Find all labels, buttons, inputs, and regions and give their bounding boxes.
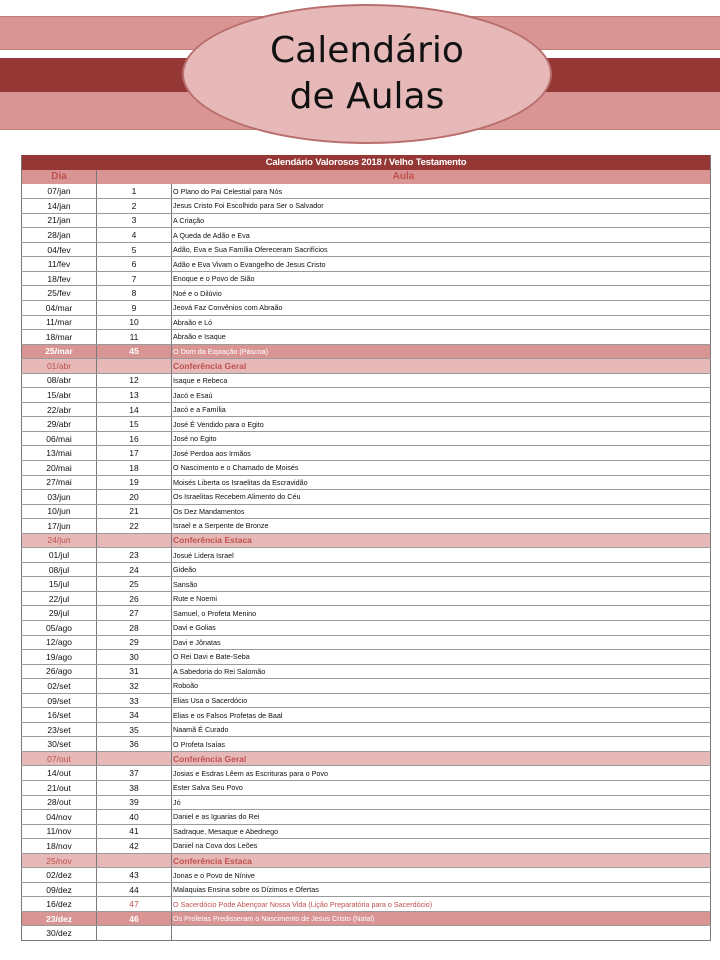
table-row [22, 490, 711, 505]
lesson-date-cell: 05/ago [22, 621, 97, 636]
table-row [22, 795, 711, 810]
table-row [22, 300, 711, 315]
lesson-date-cell: 04/mar [22, 300, 97, 315]
lesson-date-cell: 10/jun [22, 504, 97, 519]
lesson-number-cell: 2 [97, 199, 172, 214]
lesson-date-cell: 09/set [22, 693, 97, 708]
event-row [22, 359, 711, 374]
lesson-title-cell: Adão e Eva Vivam o Evangelho de Jesus Cristo [172, 257, 711, 272]
table-row [22, 504, 711, 519]
lesson-date-cell: 11/mar [22, 315, 97, 330]
lesson-title-cell: Davi e Golias [172, 621, 711, 636]
lesson-number-cell [97, 926, 172, 941]
lesson-number-cell: 23 [97, 548, 172, 563]
lesson-number-cell: 16 [97, 431, 172, 446]
lesson-number-cell: 47 [97, 897, 172, 912]
lesson-date-cell: 02/set [22, 679, 97, 694]
lesson-date-cell: 15/abr [22, 388, 97, 403]
lesson-date-cell: 22/jul [22, 591, 97, 606]
lesson-title-cell: Ester Salva Seu Povo [172, 781, 711, 796]
lesson-date-cell: 29/abr [22, 417, 97, 432]
table-row [22, 810, 711, 825]
lesson-number-cell: 40 [97, 810, 172, 825]
table-row [22, 635, 711, 650]
lesson-title-cell: Jacó e Esaú [172, 388, 711, 403]
table-row [22, 242, 711, 257]
table-row [22, 708, 711, 723]
lesson-date-cell: 28/out [22, 795, 97, 810]
lesson-number-cell: 6 [97, 257, 172, 272]
lesson-number-cell: 29 [97, 635, 172, 650]
lesson-title-cell: Josias e Esdras Lêem as Escrituras para o Povo [172, 766, 711, 781]
lesson-number-cell: 44 [97, 882, 172, 897]
lesson-date-cell: 22/abr [22, 402, 97, 417]
table-row [22, 679, 711, 694]
lesson-title-cell: Roboão [172, 679, 711, 694]
lesson-number-cell: 35 [97, 722, 172, 737]
table-row [22, 926, 711, 941]
table-row [22, 388, 711, 403]
lesson-title-cell [172, 926, 711, 941]
table-row [22, 650, 711, 665]
lesson-title-cell: Noé e o Dilúvio [172, 286, 711, 301]
lesson-date-cell: 18/mar [22, 330, 97, 345]
lesson-number-cell: 42 [97, 839, 172, 854]
lesson-number-cell: 24 [97, 562, 172, 577]
lesson-number-cell: 39 [97, 795, 172, 810]
lesson-number-cell: 31 [97, 664, 172, 679]
lesson-number-cell: 27 [97, 606, 172, 621]
lesson-number-cell [97, 359, 172, 374]
lesson-number-cell: 36 [97, 737, 172, 752]
table-caption: Calendário Valorosos 2018 / Velho Testamento [22, 155, 711, 170]
lesson-date-cell: 08/jul [22, 562, 97, 577]
lesson-title-cell: Os Dez Mandamentos [172, 504, 711, 519]
lesson-date-cell: 27/mai [22, 475, 97, 490]
lesson-title-cell: O Plano do Pai Celestial para Nós [172, 184, 711, 199]
table-row [22, 417, 711, 432]
lesson-title-cell: O Nascimento e o Chamado de Moisés [172, 460, 711, 475]
special-lesson-row [22, 344, 711, 359]
lesson-title-cell: Davi e Jônatas [172, 635, 711, 650]
lesson-title-cell: Abraão e Isaque [172, 330, 711, 345]
lesson-date-cell: 01/abr [22, 359, 97, 374]
lesson-title-cell: Israel e a Serpente de Bronze [172, 519, 711, 534]
lesson-date-cell: 12/ago [22, 635, 97, 650]
lesson-number-cell: 28 [97, 621, 172, 636]
page-title-line-1: Calendário [270, 30, 464, 71]
table-row [22, 868, 711, 883]
lesson-date-cell: 11/fev [22, 257, 97, 272]
lesson-title-cell: Josué Lidera Israel [172, 548, 711, 563]
lesson-date-cell: 26/ago [22, 664, 97, 679]
table-row [22, 897, 711, 912]
table-row [22, 693, 711, 708]
table-row [22, 199, 711, 214]
lesson-date-cell: 09/dez [22, 882, 97, 897]
table-row [22, 330, 711, 345]
column-header-lesson: Aula [97, 170, 711, 185]
lesson-number-cell: 11 [97, 330, 172, 345]
title-badge [182, 4, 552, 144]
table-row [22, 562, 711, 577]
table-row [22, 882, 711, 897]
lesson-number-cell: 46 [97, 911, 172, 926]
lesson-number-cell: 45 [97, 344, 172, 359]
lesson-number-cell: 21 [97, 504, 172, 519]
lesson-title-cell: O Profeta Isaías [172, 737, 711, 752]
lesson-title-cell: Jesus Cristo Foi Escolhido para Ser o Salvador [172, 199, 711, 214]
lesson-title-cell: Enoque e o Povo de Sião [172, 271, 711, 286]
lesson-date-cell: 13/mai [22, 446, 97, 461]
lesson-title-cell: A Criação [172, 213, 711, 228]
lesson-title-cell: O Dom da Expiação (Páscoa) [172, 344, 711, 359]
table-body [22, 184, 711, 940]
lesson-date-cell: 08/abr [22, 373, 97, 388]
lesson-number-cell: 30 [97, 650, 172, 665]
lesson-date-cell: 23/dez [22, 911, 97, 926]
table-row [22, 402, 711, 417]
lesson-title-cell: Jonas e o Povo de Nínive [172, 868, 711, 883]
event-row [22, 853, 711, 868]
lesson-title-cell: A Queda de Adão e Eva [172, 228, 711, 243]
lesson-number-cell: 41 [97, 824, 172, 839]
lesson-title-cell: Adão, Eva e Sua Família Ofereceram Sacrifícios [172, 242, 711, 257]
lesson-title-cell: Moisés Liberta os Israelitas da Escravidão [172, 475, 711, 490]
lesson-date-cell: 30/dez [22, 926, 97, 941]
lesson-number-cell: 26 [97, 591, 172, 606]
lesson-title-cell: O Rei Davi e Bate-Seba [172, 650, 711, 665]
table-row [22, 519, 711, 534]
lesson-date-cell: 16/set [22, 708, 97, 723]
lesson-number-cell: 3 [97, 213, 172, 228]
lesson-number-cell: 4 [97, 228, 172, 243]
lesson-date-cell: 21/jan [22, 213, 97, 228]
lesson-number-cell: 10 [97, 315, 172, 330]
lesson-date-cell: 28/jan [22, 228, 97, 243]
lesson-number-cell: 34 [97, 708, 172, 723]
table-row [22, 664, 711, 679]
event-row [22, 533, 711, 548]
table-caption-row [22, 155, 711, 170]
lesson-number-cell: 14 [97, 402, 172, 417]
column-header-day: Dia [22, 170, 97, 185]
lesson-title-cell: José Perdoa aos Irmãos [172, 446, 711, 461]
lesson-number-cell: 1 [97, 184, 172, 199]
lesson-number-cell: 8 [97, 286, 172, 301]
lesson-date-cell: 14/out [22, 766, 97, 781]
lesson-number-cell: 5 [97, 242, 172, 257]
table-row [22, 271, 711, 286]
lesson-number-cell: 18 [97, 460, 172, 475]
table-row [22, 431, 711, 446]
lesson-number-cell [97, 751, 172, 766]
lesson-number-cell: 20 [97, 490, 172, 505]
table-row [22, 737, 711, 752]
lesson-date-cell: 04/nov [22, 810, 97, 825]
table-row [22, 315, 711, 330]
lesson-number-cell: 37 [97, 766, 172, 781]
lesson-date-cell: 19/ago [22, 650, 97, 665]
lesson-title-cell: Conferência Estaca [172, 533, 711, 548]
lesson-title-cell: Jacó e a Família [172, 402, 711, 417]
table-row [22, 257, 711, 272]
lesson-date-cell: 25/nov [22, 853, 97, 868]
table-row [22, 839, 711, 854]
lesson-date-cell: 01/jul [22, 548, 97, 563]
lesson-title-cell: Daniel e as Iguarias do Rei [172, 810, 711, 825]
lesson-number-cell: 38 [97, 781, 172, 796]
lesson-date-cell: 30/set [22, 737, 97, 752]
lesson-title-cell: Naamã É Curado [172, 722, 711, 737]
lesson-date-cell: 18/nov [22, 839, 97, 854]
page-title [270, 28, 464, 120]
lesson-title-cell: Rute e Noemi [172, 591, 711, 606]
lesson-date-cell: 24/jun [22, 533, 97, 548]
lesson-title-cell: Elias Usa o Sacerdócio [172, 693, 711, 708]
table-row [22, 781, 711, 796]
table-row [22, 606, 711, 621]
table-row [22, 286, 711, 301]
table-row [22, 446, 711, 461]
lesson-number-cell: 15 [97, 417, 172, 432]
lesson-title-cell: Abraão e Ló [172, 315, 711, 330]
lesson-date-cell: 23/set [22, 722, 97, 737]
lesson-title-cell: Os Profetas Predisseram o Nascimento de Jesus Cristo (Natal) [172, 911, 711, 926]
column-header-row [22, 170, 711, 185]
lesson-title-cell: Gideão [172, 562, 711, 577]
lesson-date-cell: 11/nov [22, 824, 97, 839]
lesson-title-cell: Malaquias Ensina sobre os Dízimos e Ofertas [172, 882, 711, 897]
lesson-date-cell: 06/mai [22, 431, 97, 446]
lesson-date-cell: 29/jul [22, 606, 97, 621]
lesson-number-cell [97, 533, 172, 548]
table-row [22, 722, 711, 737]
lesson-number-cell: 33 [97, 693, 172, 708]
lesson-number-cell: 22 [97, 519, 172, 534]
lesson-title-cell: José no Egito [172, 431, 711, 446]
table-row [22, 621, 711, 636]
special-lesson-row [22, 911, 711, 926]
lesson-number-cell: 25 [97, 577, 172, 592]
lesson-title-cell: José É Vendido para o Egito [172, 417, 711, 432]
lesson-date-cell: 25/mar [22, 344, 97, 359]
lesson-number-cell: 7 [97, 271, 172, 286]
page-title-line-2: de Aulas [289, 76, 445, 117]
lesson-date-cell: 14/jan [22, 199, 97, 214]
lesson-number-cell: 19 [97, 475, 172, 490]
lesson-date-cell: 03/jun [22, 490, 97, 505]
lesson-number-cell: 17 [97, 446, 172, 461]
lesson-title-cell: Conferência Geral [172, 359, 711, 374]
lesson-title-cell: A Sabedoria do Rei Salomão [172, 664, 711, 679]
table-row [22, 824, 711, 839]
table-row [22, 373, 711, 388]
lesson-date-cell: 15/jul [22, 577, 97, 592]
lesson-number-cell: 9 [97, 300, 172, 315]
lesson-date-cell: 07/out [22, 751, 97, 766]
table-row [22, 591, 711, 606]
table-row [22, 460, 711, 475]
table-row [22, 766, 711, 781]
lesson-number-cell: 13 [97, 388, 172, 403]
lesson-title-cell: Jeová Faz Convênios com Abraão [172, 300, 711, 315]
event-row [22, 751, 711, 766]
lesson-title-cell: Sansão [172, 577, 711, 592]
table-row [22, 475, 711, 490]
lesson-date-cell: 21/out [22, 781, 97, 796]
lesson-title-cell: Sadraque, Mesaque e Abednego [172, 824, 711, 839]
lesson-title-cell: O Sacerdócio Pode Abençoar Nossa Vida (Lição Preparatória para o Sacerdócio) [172, 897, 711, 912]
table-row [22, 213, 711, 228]
lesson-date-cell: 17/jun [22, 519, 97, 534]
table-row [22, 228, 711, 243]
lesson-number-cell [97, 853, 172, 868]
lesson-title-cell: Daniel na Cova dos Leões [172, 839, 711, 854]
lesson-date-cell: 07/jan [22, 184, 97, 199]
lesson-title-cell: Isaque e Rebeca [172, 373, 711, 388]
table-row [22, 548, 711, 563]
lesson-date-cell: 02/dez [22, 868, 97, 883]
lesson-date-cell: 04/fev [22, 242, 97, 257]
table-row [22, 184, 711, 199]
lesson-title-cell: Os Israelitas Recebem Alimento do Céu [172, 490, 711, 505]
table-row [22, 577, 711, 592]
lesson-date-cell: 25/fev [22, 286, 97, 301]
lesson-title-cell: Jó [172, 795, 711, 810]
lesson-number-cell: 43 [97, 868, 172, 883]
lesson-number-cell: 12 [97, 373, 172, 388]
lesson-date-cell: 16/dez [22, 897, 97, 912]
lesson-title-cell: Elias e os Falsos Profetas de Baal [172, 708, 711, 723]
lesson-date-cell: 20/mai [22, 460, 97, 475]
lesson-number-cell: 32 [97, 679, 172, 694]
lesson-title-cell: Samuel, o Profeta Menino [172, 606, 711, 621]
lesson-calendar-table [21, 155, 711, 941]
lesson-title-cell: Conferência Estaca [172, 853, 711, 868]
lesson-date-cell: 18/fev [22, 271, 97, 286]
lesson-title-cell: Conferência Geral [172, 751, 711, 766]
